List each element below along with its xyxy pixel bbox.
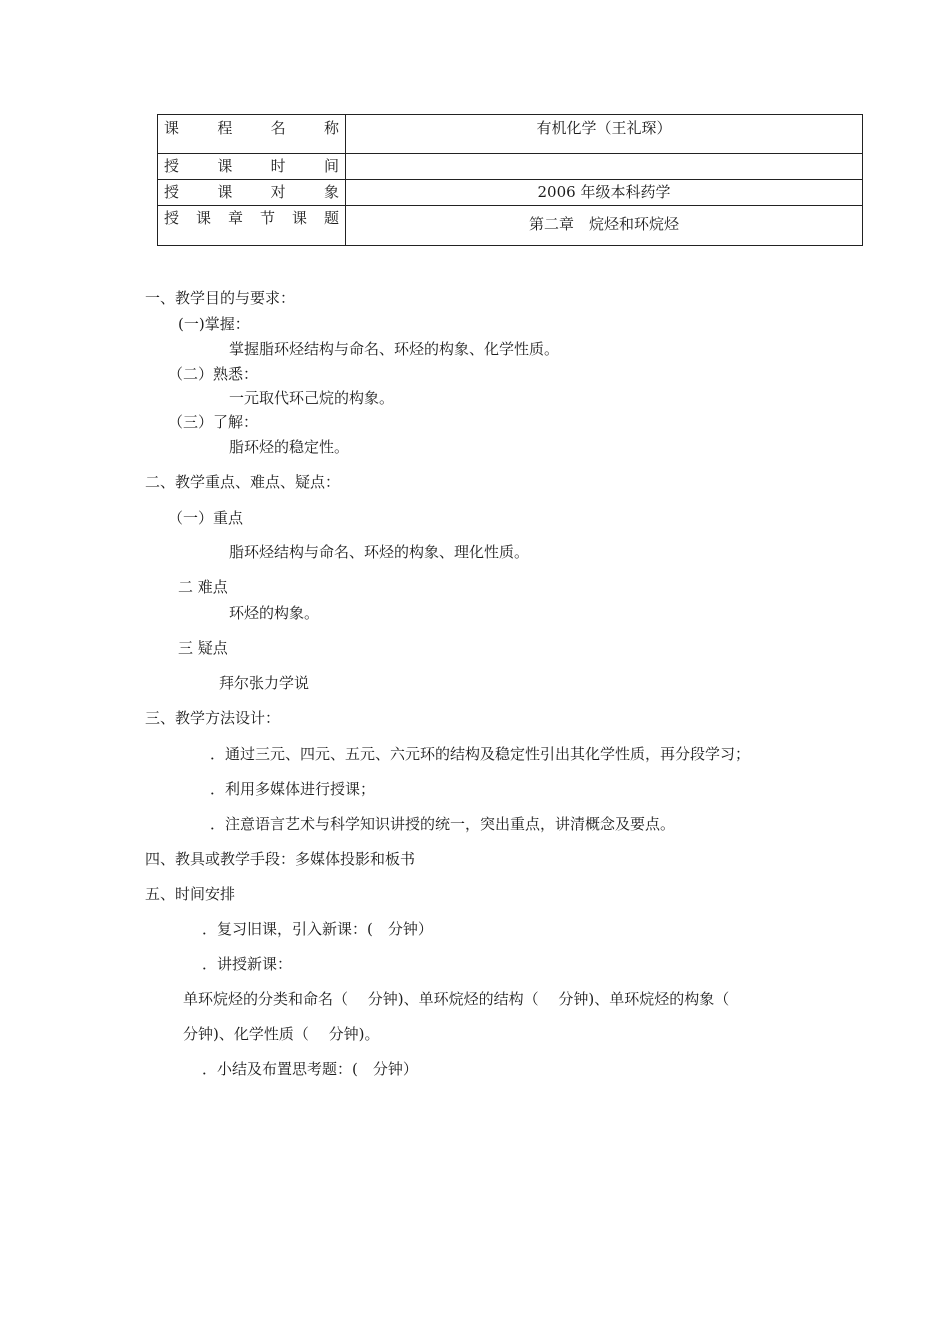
subsection-text: 掌握脂环烃结构与命名、环烃的构象、化学性质。 [229,340,560,358]
subsection-text: 脂环烃结构与命名、环烃的构象、理化性质。 [229,543,530,561]
label-text: 授课对象 [164,183,339,201]
label-text: 课程名称 [164,119,339,137]
section-heading: 二、教学重点、难点、疑点： [145,473,341,491]
table-row [158,206,863,246]
row-value: 第二章 烷烃和环烷烃 [346,206,863,246]
schedule-detail: 单环烷烃的分类和命名（ 分钟)、单环烷烃的结构（ 分钟)、单环烷烃的构象（ [183,990,730,1008]
subsection-heading: (一)掌握： [178,315,250,333]
row-label [158,115,346,154]
schedule-item: ．讲授新课： [202,955,293,973]
subsection-text: 拜尔张力学说 [219,674,310,692]
method-item: ．通过三元、四元、五元、六元环的结构及稳定性引出其化学性质，再分段学习； [210,745,751,763]
method-item: ．注意语言艺术与科学知识讲授的统一，突出重点，讲清概念及要点。 [210,815,676,833]
course-info-table [157,114,863,246]
section-heading: 一、教学目的与要求： [145,289,296,307]
subsection-text: 脂环烃的稳定性。 [229,438,350,456]
schedule-detail: 分钟)、化学性质（ 分钟)。 [183,1025,380,1043]
schedule-item: ．复习旧课，引入新课：( 分钟） [202,920,433,938]
label-text: 授课章节课题 [164,209,339,227]
table-row [158,180,863,206]
section-heading: 三、教学方法设计： [145,709,281,727]
label-text: 授课时间 [164,157,339,175]
subsection-text: 一元取代环己烷的构象。 [229,389,395,407]
section-heading: 四、教具或教学手段：多媒体投影和板书 [145,850,416,868]
table-row [158,115,863,154]
subsection-heading: （一）重点 [168,509,244,527]
subsection-heading: （三）了解： [168,413,259,431]
schedule-item: ．小结及布置思考题：( 分钟） [202,1060,418,1078]
table-row [158,154,863,180]
row-label [158,206,346,246]
row-value [346,154,863,180]
method-item: ．利用多媒体进行授课； [210,780,376,798]
section-heading: 五、时间安排 [145,885,236,903]
subsection-text: 环烃的构象。 [229,604,320,622]
row-label [158,154,346,180]
subsection-heading: 二 难点 [178,578,228,596]
row-value: 2006 年级本科药学 [346,180,863,206]
subsection-heading: （二）熟悉： [168,365,259,383]
subsection-heading: 三 疑点 [178,639,228,657]
row-label [158,180,346,206]
row-value: 有机化学（王礼琛） [346,115,863,154]
